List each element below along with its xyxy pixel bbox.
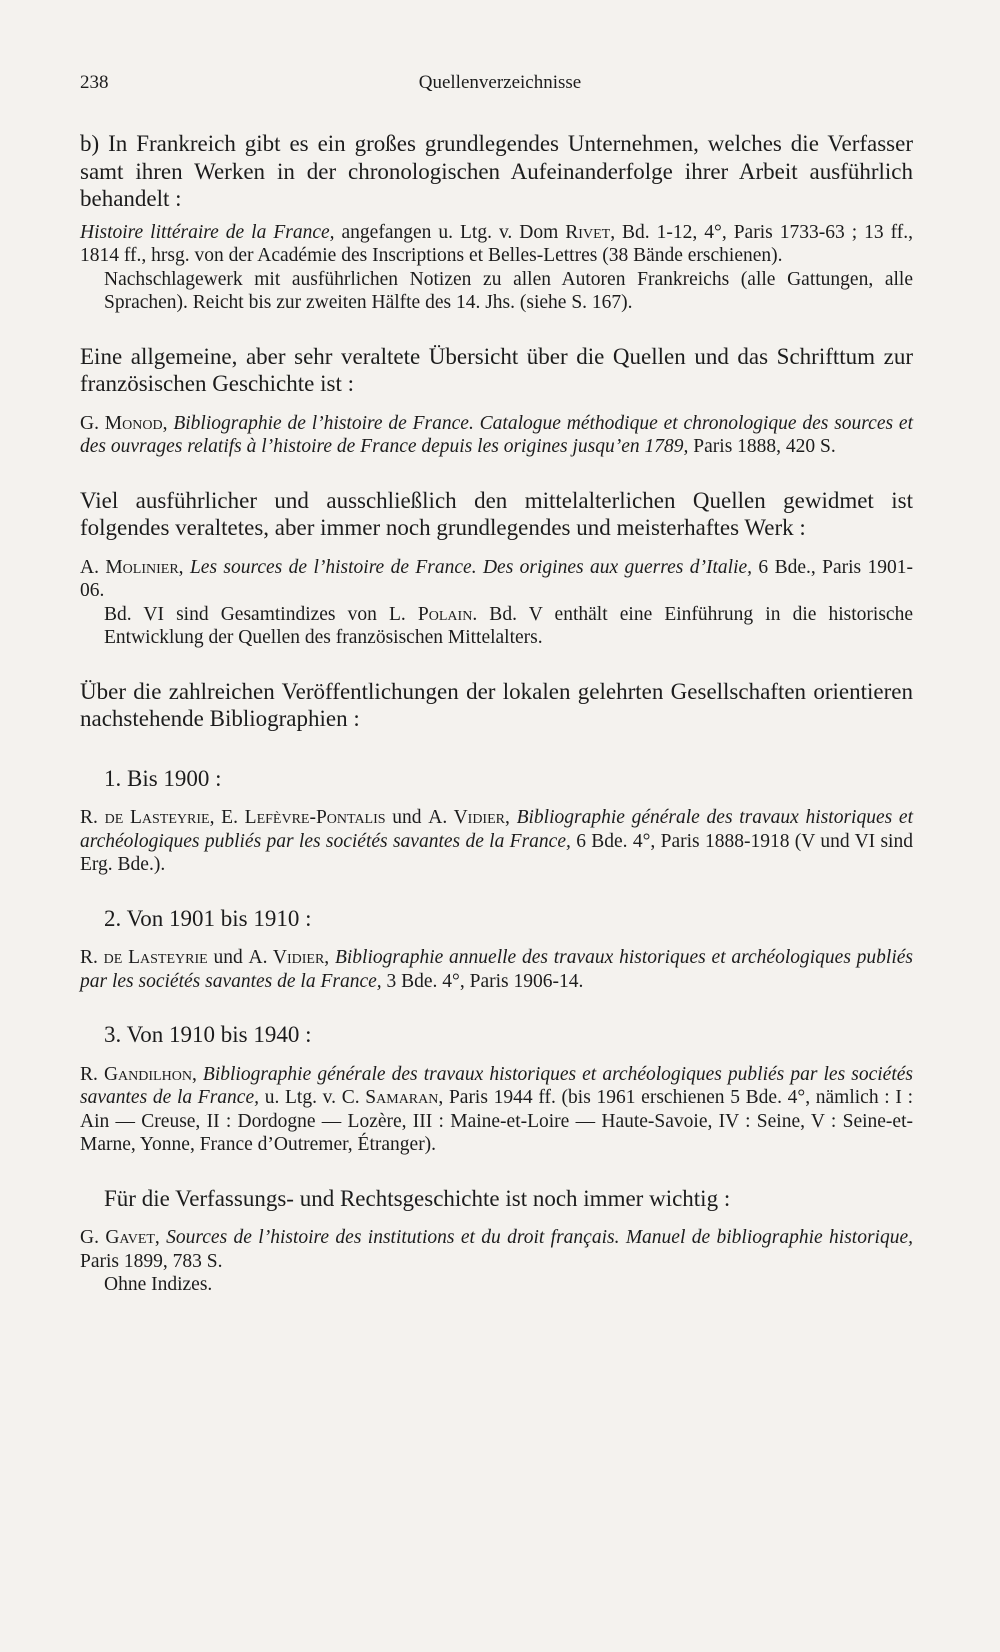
reference-gavet: G. Gavet, Sources de l’histoire des institutions et du droit français. Manuel de bibliographie historique, Paris 1899, 783 S.: [80, 1227, 913, 1272]
reference-title: Bibliographie de l’histoire de France. Catalogue méthodique et chronologique des sources et des ouvrages relatifs à l’histoire de France depuis les origines jusqu’en 1789,: [80, 412, 913, 457]
reference-histoire-litteraire: Histoire littéraire de la France, angefangen u. Ltg. v. Dom Rivet, Bd. 1-12, 4°, Paris 1733-63 ; 13 ff., 1814 ff., hrsg. von der Académie des Inscriptions et Belles-Lettres (38 Bände erschienen).: [80, 221, 913, 266]
subheading-1910-1940: 3. Von 1910 bis 1940 :: [104, 1022, 312, 1047]
author-name: E. Lefèvre-Pontalis: [221, 807, 386, 828]
subheading-until-1900: 1. Bis 1900 :: [104, 765, 222, 791]
reference-monod: G. Monod, Bibliographie de l’histoire de France. Catalogue méthodique et chronologique des sources et des ouvrages relatifs à l’histoire de France depuis les origines jusqu’en 1789, Paris 1888, 420 S.: [80, 412, 913, 457]
reference-lasteyrie-general: R. de Lasteyrie, E. Lefèvre-Pontalis und A. Vidier, Bibliographie générale des travaux historiques et archéologiques publiés par les sociétés savantes de la France, 6 Bde. 4°, Paris 1888-1918 (V und VI sind Erg. Bde.).: [80, 807, 914, 875]
reference-title: Bibliographie générale des travaux historiques et archéologiques publiés par les sociétés savantes de la France,: [80, 807, 914, 852]
reference-title: Sources de l’histoire des institutions et du droit français. Manuel de bibliographie historique,: [166, 1227, 913, 1248]
author-name: A. Molinier: [80, 556, 179, 578]
author-name: Polain: [417, 603, 473, 625]
page-header: [80, 72, 920, 96]
reference-title: Les sources de l’histoire de France. Des origines aux guerres d’Italie,: [189, 556, 753, 578]
paragraph-medieval-sources: Viel ausführlicher und ausschließlich den mittelalterlichen Quellen gewidmet ist folgendes veraltetes, aber immer noch grundlegendes und meisterhaftes Werk :: [80, 487, 913, 540]
reference-title: Bibliographie annuelle des travaux historiques et archéologiques publiés par les sociétés savantes de la France,: [80, 947, 914, 992]
paragraph-local-societies: Über die zahlreichen Veröffentlichungen der lokalen gelehrten Gesellschaften orientieren nachstehende Bibliographien :: [80, 678, 913, 731]
reference-note: Ohne Indizes.: [104, 1274, 213, 1295]
reference-note: Nachschlagewerk mit ausführlichen Notizen zu allen Autoren Frankreichs (alle Gattungen, alle Sprachen). Reicht bis zur zweiten Hälfte des 14. Jhs. (siehe S. 167).: [104, 268, 913, 313]
paragraph-intro-france: b) In Frankreich gibt es ein großes grundlegendes Unternehmen, welches die Verfasser samt ihren Werken in der chronologischen Aufeinanderfolge ihrer Arbeit ausführlich behandelt :: [80, 131, 913, 211]
author-name: A. Vidier: [428, 807, 505, 828]
author-name: R. de Lasteyrie: [80, 947, 208, 968]
author-name: R. Gandilhon: [80, 1063, 192, 1085]
reference-note: Bd. VI sind Gesamtindizes von L. Polain. Bd. V enthält eine Einführung in die historische Entwicklung der Quellen des französischen Mittelalters.: [104, 603, 913, 648]
author-name: G. Gavet: [80, 1227, 155, 1248]
author-name: G. Monod: [80, 412, 163, 434]
author-name: R. de Lasteyrie: [80, 807, 210, 828]
author-name: A. Vidier: [248, 947, 325, 968]
reference-title: Histoire littéraire de la France,: [80, 221, 335, 243]
author-name: Samaran: [365, 1087, 439, 1108]
reference-lasteyrie-annual: R. de Lasteyrie und A. Vidier, Bibliographie annuelle des travaux historiques et archéologiques publiés par les sociétés savantes de la France, 3 Bde. 4°, Paris 1906-14.: [80, 947, 914, 992]
reference-title: Bibliographie générale des travaux historiques et archéologiques publiés par les sociétés savantes de la France,: [80, 1063, 913, 1108]
reference-molinier: A. Molinier, Les sources de l’histoire de France. Des origines aux guerres d’Italie, 6 Bde., Paris 1901-06.: [80, 556, 913, 601]
author-name: Rivet: [565, 221, 611, 243]
running-title: Quellenverzeichnisse: [418, 72, 582, 93]
paragraph-constitutional-history: Für die Verfassungs- und Rechtsgeschichte ist noch immer wichtig :: [104, 1185, 731, 1211]
reference-gandilhon: R. Gandilhon, Bibliographie générale des travaux historiques et archéologiques publiés par les sociétés savantes de la France, u. Ltg. v. C. Samaran, Paris 1944 ff. (bis 1961 erschienen 5 Bde. 4°, nämlich : I : Ain — Creuse, II : Dordogne — Lozère, III : Maine-et-Loire — Haute-Savoie, IV : Seine, V : Seine-et-Marne, Yonne, France d’Outremer, Étranger).: [80, 1063, 913, 1155]
subheading-1901-1910: 2. Von 1901 bis 1910 :: [104, 905, 312, 931]
page-number: 238: [80, 72, 109, 93]
paragraph-overview: Eine allgemeine, aber sehr veraltete Übersicht über die Quellen und das Schrifttum zur französischen Geschichte ist :: [80, 343, 913, 396]
page-body: [80, 130, 913, 1297]
